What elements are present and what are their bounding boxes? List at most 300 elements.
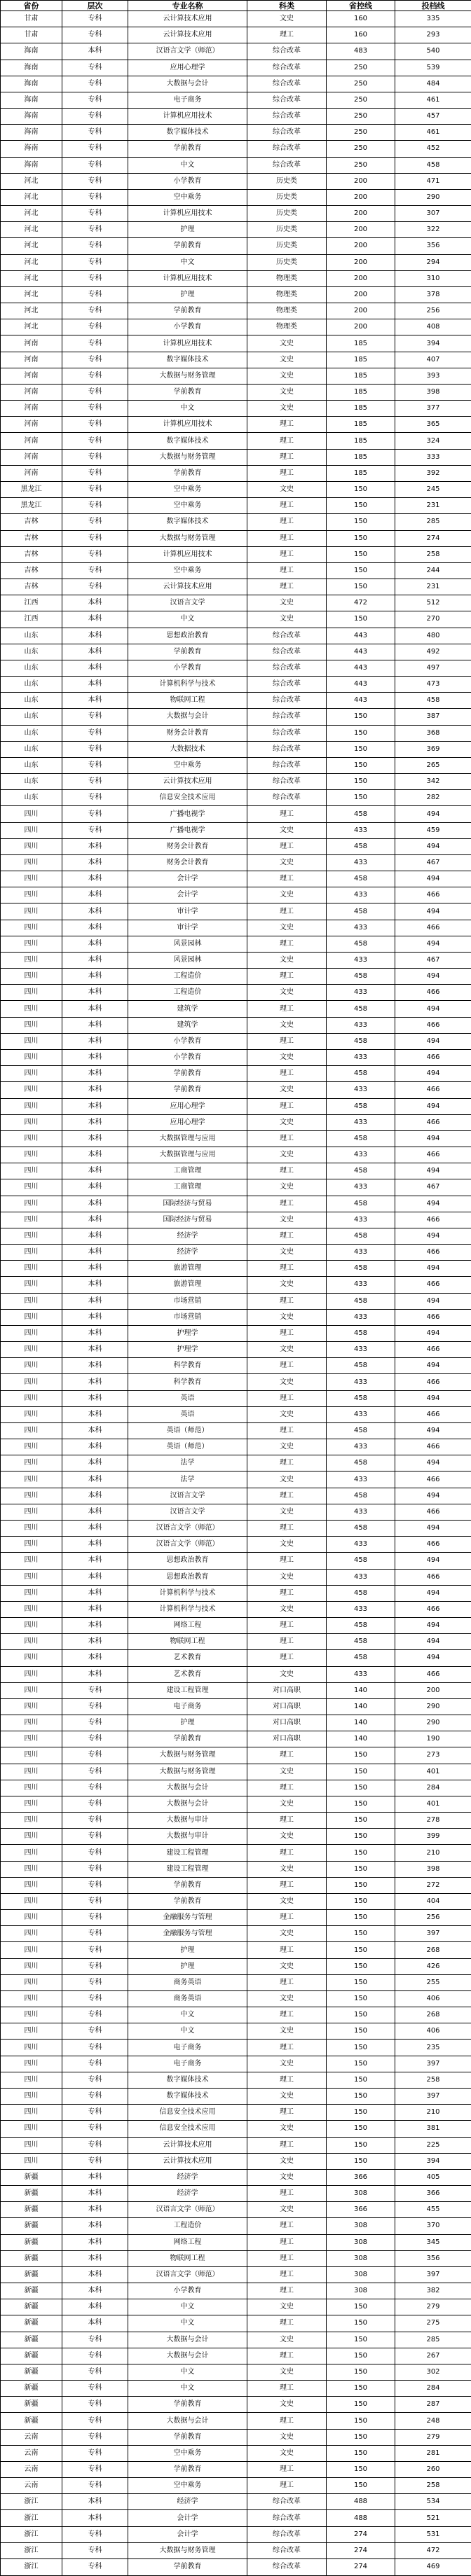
table-row (1, 1358, 471, 1374)
cell-province: 云南 (1, 2461, 62, 2477)
cell-admission-line: 455 (395, 2202, 471, 2218)
cell-province: 新疆 (1, 2250, 62, 2266)
cell-level: 专科 (62, 481, 128, 497)
cell-major: 英语 (128, 1390, 247, 1406)
cell-category: 文史 (247, 1374, 327, 1390)
cell-province: 吉林 (1, 530, 62, 546)
cell-control-line: 150 (327, 2315, 395, 2332)
table-row (1, 270, 471, 286)
cell-control-line: 433 (327, 1537, 395, 1553)
cell-province: 四川 (1, 952, 62, 968)
cell-category: 理工 (247, 433, 327, 449)
cell-level: 本科 (62, 2266, 128, 2283)
table-row (1, 1245, 471, 1261)
cell-admission-line: 494 (395, 1650, 471, 1666)
cell-province: 浙江 (1, 2510, 62, 2526)
table-row (1, 92, 471, 108)
cell-control-line: 150 (327, 741, 395, 757)
cell-major: 市场营销 (128, 1309, 247, 1325)
cell-admission-line: 494 (395, 1358, 471, 1374)
table-row (1, 498, 471, 514)
cell-category: 理工 (247, 417, 327, 433)
table-row (1, 2266, 471, 2283)
cell-major: 英语（师范） (128, 1439, 247, 1455)
cell-category: 综合改革 (247, 2558, 327, 2575)
cell-control-line: 458 (327, 1066, 395, 1082)
cell-category: 文史 (247, 2364, 327, 2380)
cell-level: 专科 (62, 92, 128, 108)
cell-province: 海南 (1, 43, 62, 60)
table-row (1, 693, 471, 709)
cell-admission-line: 279 (395, 2429, 471, 2445)
table-row (1, 757, 471, 773)
cell-category: 文史 (247, 887, 327, 903)
cell-level: 专科 (62, 774, 128, 790)
cell-admission-line: 494 (395, 903, 471, 920)
cell-control-line: 433 (327, 1017, 395, 1033)
table-row (1, 741, 471, 757)
table-row (1, 254, 471, 270)
cell-level: 本科 (62, 854, 128, 871)
cell-admission-line: 293 (395, 27, 471, 43)
table-row (1, 2234, 471, 2250)
cell-admission-line: 231 (395, 579, 471, 595)
cell-admission-line: 494 (395, 1634, 471, 1650)
cell-province: 浙江 (1, 2542, 62, 2558)
cell-control-line: 458 (327, 969, 395, 985)
cell-category: 理工 (247, 498, 327, 514)
cell-level: 专科 (62, 27, 128, 43)
cell-category: 理工 (247, 838, 327, 854)
cell-level: 专科 (62, 319, 128, 335)
cell-province: 四川 (1, 1813, 62, 1829)
cell-control-line: 150 (327, 2040, 395, 2056)
table-row (1, 514, 471, 530)
cell-admission-line: 278 (395, 1813, 471, 1829)
cell-category: 理工 (247, 2072, 327, 2088)
cell-admission-line: 285 (395, 514, 471, 530)
table-row (1, 1601, 471, 1617)
cell-level: 专科 (62, 2105, 128, 2121)
cell-major: 学前教育 (128, 2397, 247, 2413)
cell-level: 本科 (62, 644, 128, 660)
cell-control-line: 433 (327, 1666, 395, 1682)
cell-level: 专科 (62, 1682, 128, 1698)
header-major: 专业名称 (128, 1, 247, 11)
table-row (1, 1471, 471, 1488)
table-row (1, 157, 471, 173)
table-row (1, 2121, 471, 2137)
cell-province: 河南 (1, 368, 62, 384)
cell-major: 科学教育 (128, 1374, 247, 1390)
cell-admission-line: 466 (395, 1471, 471, 1488)
cell-category: 文史 (247, 1277, 327, 1293)
cell-admission-line: 302 (395, 2364, 471, 2380)
table-row (1, 838, 471, 854)
cell-major: 护理 (128, 1958, 247, 1974)
cell-province: 河南 (1, 352, 62, 368)
cell-level: 专科 (62, 368, 128, 384)
cell-admission-line: 267 (395, 2348, 471, 2364)
cell-admission-line: 274 (395, 530, 471, 546)
cell-province: 四川 (1, 1585, 62, 1601)
cell-level: 专科 (62, 1780, 128, 1796)
table-row (1, 417, 471, 433)
cell-control-line: 366 (327, 2202, 395, 2218)
cell-category: 理工 (247, 1585, 327, 1601)
cell-control-line: 150 (327, 1910, 395, 1926)
cell-category: 文史 (247, 1114, 327, 1130)
cell-province: 四川 (1, 1990, 62, 2007)
cell-level: 本科 (62, 1601, 128, 1617)
cell-category: 文史 (247, 2089, 327, 2105)
cell-major: 广播电视学 (128, 806, 247, 822)
cell-control-line: 458 (327, 1228, 395, 1244)
cell-control-line: 488 (327, 2494, 395, 2510)
cell-category: 文史 (247, 1829, 327, 1845)
cell-level: 专科 (62, 1747, 128, 1764)
cell-province: 海南 (1, 141, 62, 157)
cell-category: 文史 (247, 1309, 327, 1325)
cell-admission-line: 381 (395, 2121, 471, 2137)
cell-category: 文史 (247, 2121, 327, 2137)
cell-control-line: 200 (327, 319, 395, 335)
cell-category: 理工 (247, 1228, 327, 1244)
cell-control-line: 433 (327, 1212, 395, 1228)
table-row (1, 1813, 471, 1829)
cell-category: 理工 (247, 1780, 327, 1796)
cell-category: 理工 (247, 2461, 327, 2477)
cell-major: 英语（师范） (128, 1422, 247, 1439)
cell-major: 商务英语 (128, 1990, 247, 2007)
cell-control-line: 433 (327, 1050, 395, 1066)
cell-level: 专科 (62, 238, 128, 254)
cell-control-line: 150 (327, 2299, 395, 2315)
cell-control-line: 150 (327, 481, 395, 497)
cell-major: 云计算技术应用 (128, 774, 247, 790)
cell-control-line: 433 (327, 1374, 395, 1390)
table-row (1, 2250, 471, 2266)
cell-control-line: 458 (327, 1455, 395, 1471)
table-row (1, 2526, 471, 2542)
cell-major: 小学教育 (128, 1050, 247, 1066)
cell-control-line: 458 (327, 1130, 395, 1147)
cell-province: 四川 (1, 2072, 62, 2088)
table-row (1, 2023, 471, 2040)
cell-province: 河北 (1, 206, 62, 222)
cell-category: 理工 (247, 2413, 327, 2429)
cell-major: 大数据与财务管理 (128, 1747, 247, 1764)
table-row (1, 579, 471, 595)
cell-level: 专科 (62, 1910, 128, 1926)
cell-control-line: 140 (327, 1682, 395, 1698)
table-row (1, 1942, 471, 1958)
cell-level: 本科 (62, 936, 128, 952)
cell-category: 文史 (247, 2023, 327, 2040)
cell-category: 理工 (247, 1553, 327, 1569)
table-row (1, 1926, 471, 1942)
cell-control-line: 250 (327, 141, 395, 157)
table-row (1, 822, 471, 838)
table-row (1, 1163, 471, 1179)
table-row (1, 677, 471, 693)
cell-level: 专科 (62, 1715, 128, 1731)
cell-admission-line: 467 (395, 854, 471, 871)
cell-control-line: 150 (327, 790, 395, 806)
cell-control-line: 250 (327, 109, 395, 125)
cell-level: 本科 (62, 1293, 128, 1309)
cell-level: 专科 (62, 1958, 128, 1974)
cell-province: 新疆 (1, 2283, 62, 2299)
cell-category: 理工 (247, 2250, 327, 2266)
cell-category: 历史类 (247, 238, 327, 254)
cell-major: 计算机应用技术 (128, 270, 247, 286)
cell-admission-line: 467 (395, 952, 471, 968)
cell-major: 金融服务与管理 (128, 1926, 247, 1942)
cell-admission-line: 310 (395, 270, 471, 286)
cell-province: 四川 (1, 1179, 62, 1196)
table-row (1, 1861, 471, 1877)
cell-control-line: 140 (327, 1715, 395, 1731)
cell-level: 本科 (62, 2510, 128, 2526)
table-row (1, 1228, 471, 1244)
cell-province: 四川 (1, 985, 62, 1001)
cell-category: 综合改革 (247, 92, 327, 108)
cell-major: 学前教育 (128, 1082, 247, 1098)
cell-major: 大数据与会计 (128, 2413, 247, 2429)
cell-level: 专科 (62, 2007, 128, 2023)
cell-category: 文史 (247, 2202, 327, 2218)
cell-control-line: 185 (327, 401, 395, 417)
cell-admission-line: 472 (395, 2542, 471, 2558)
cell-admission-line: 494 (395, 1261, 471, 1277)
table-row (1, 1682, 471, 1698)
cell-admission-line: 356 (395, 2250, 471, 2266)
cell-level: 专科 (62, 1845, 128, 1861)
cell-admission-line: 466 (395, 920, 471, 936)
cell-level: 专科 (62, 2072, 128, 2088)
cell-control-line: 274 (327, 2542, 395, 2558)
cell-province: 四川 (1, 1228, 62, 1244)
cell-category: 理工 (247, 1001, 327, 1017)
table-row (1, 1488, 471, 1504)
table-row (1, 1731, 471, 1747)
cell-major: 审计学 (128, 903, 247, 920)
cell-level: 本科 (62, 969, 128, 985)
cell-category: 文史 (247, 1601, 327, 1617)
cell-admission-line: 466 (395, 1374, 471, 1390)
cell-major: 学前教育 (128, 384, 247, 400)
cell-province: 四川 (1, 1309, 62, 1325)
table-row (1, 401, 471, 417)
cell-province: 四川 (1, 1796, 62, 1812)
cell-admission-line: 494 (395, 1163, 471, 1179)
cell-major: 工程造价 (128, 2218, 247, 2234)
cell-control-line: 433 (327, 1114, 395, 1130)
cell-level: 专科 (62, 1861, 128, 1877)
cell-province: 新疆 (1, 2218, 62, 2234)
cell-level: 本科 (62, 1130, 128, 1147)
cell-admission-line: 279 (395, 2299, 471, 2315)
cell-level: 本科 (62, 1358, 128, 1374)
cell-category: 历史类 (247, 254, 327, 270)
cell-province: 四川 (1, 1406, 62, 1422)
cell-province: 山东 (1, 741, 62, 757)
cell-major: 国际经济与贸易 (128, 1212, 247, 1228)
cell-province: 河北 (1, 303, 62, 319)
cell-control-line: 150 (327, 1780, 395, 1796)
cell-control-line: 150 (327, 774, 395, 790)
cell-major: 物联网工程 (128, 1634, 247, 1650)
cell-province: 海南 (1, 109, 62, 125)
cell-category: 理工 (247, 1942, 327, 1958)
cell-admission-line: 200 (395, 1682, 471, 1698)
cell-admission-line: 210 (395, 2105, 471, 2121)
cell-province: 四川 (1, 969, 62, 985)
cell-control-line: 458 (327, 1618, 395, 1634)
cell-category: 文史 (247, 1212, 327, 1228)
cell-level: 专科 (62, 1926, 128, 1942)
cell-category: 文史 (247, 1796, 327, 1812)
cell-major: 风景园林 (128, 936, 247, 952)
cell-level: 本科 (62, 2169, 128, 2185)
cell-major: 会计学 (128, 2526, 247, 2542)
cell-level: 本科 (62, 1147, 128, 1163)
cell-level: 专科 (62, 1829, 128, 1845)
table-row (1, 1650, 471, 1666)
table-header-row (1, 1, 471, 11)
cell-level: 本科 (62, 2299, 128, 2315)
cell-admission-line: 393 (395, 368, 471, 384)
table-row (1, 1537, 471, 1553)
cell-admission-line: 398 (395, 1861, 471, 1877)
cell-control-line: 458 (327, 1196, 395, 1212)
cell-major: 学前教育 (128, 2461, 247, 2477)
cell-major: 思想政治教育 (128, 1569, 247, 1585)
cell-control-line: 250 (327, 76, 395, 92)
cell-admission-line: 369 (395, 741, 471, 757)
table-row (1, 109, 471, 125)
cell-control-line: 185 (327, 433, 395, 449)
cell-control-line: 150 (327, 2397, 395, 2413)
cell-province: 四川 (1, 887, 62, 903)
cell-admission-line: 494 (395, 1033, 471, 1049)
cell-province: 吉林 (1, 546, 62, 562)
cell-admission-line: 387 (395, 709, 471, 725)
cell-admission-line: 392 (395, 465, 471, 481)
cell-province: 新疆 (1, 2364, 62, 2380)
cell-admission-line: 397 (395, 2056, 471, 2072)
cell-major: 小学教育 (128, 660, 247, 676)
cell-control-line: 433 (327, 1569, 395, 1585)
cell-control-line: 443 (327, 628, 395, 644)
cell-admission-line: 494 (395, 1293, 471, 1309)
cell-level: 专科 (62, 1893, 128, 1909)
cell-major: 中文 (128, 2299, 247, 2315)
cell-admission-line: 473 (395, 677, 471, 693)
cell-province: 浙江 (1, 2494, 62, 2510)
cell-level: 本科 (62, 43, 128, 60)
cell-admission-line: 494 (395, 1228, 471, 1244)
table-row (1, 1309, 471, 1325)
cell-major: 英语 (128, 1406, 247, 1422)
cell-major: 汉语言文学（师范） (128, 43, 247, 60)
cell-control-line: 150 (327, 2478, 395, 2494)
cell-control-line: 185 (327, 465, 395, 481)
cell-control-line: 150 (327, 530, 395, 546)
cell-level: 专科 (62, 189, 128, 205)
cell-admission-line: 480 (395, 628, 471, 644)
cell-category: 理工 (247, 2007, 327, 2023)
cell-control-line: 140 (327, 1731, 395, 1747)
cell-admission-line: 466 (395, 1504, 471, 1520)
cell-major: 广播电视学 (128, 822, 247, 838)
cell-province: 河南 (1, 401, 62, 417)
cell-level: 本科 (62, 1325, 128, 1341)
cell-admission-line: 245 (395, 481, 471, 497)
cell-admission-line: 258 (395, 2072, 471, 2088)
table-row (1, 530, 471, 546)
cell-admission-line: 466 (395, 1017, 471, 1033)
cell-province: 浙江 (1, 2526, 62, 2542)
cell-level: 专科 (62, 2478, 128, 2494)
cell-level: 本科 (62, 1261, 128, 1277)
cell-control-line: 150 (327, 498, 395, 514)
cell-category: 文史 (247, 2445, 327, 2461)
cell-province: 河南 (1, 335, 62, 352)
cell-admission-line: 356 (395, 238, 471, 254)
cell-province: 四川 (1, 1747, 62, 1764)
cell-province: 四川 (1, 1974, 62, 1990)
cell-control-line: 185 (327, 335, 395, 352)
cell-level: 本科 (62, 693, 128, 709)
table-row (1, 1277, 471, 1293)
cell-admission-line: 471 (395, 173, 471, 189)
cell-control-line: 185 (327, 417, 395, 433)
table-row (1, 903, 471, 920)
cell-province: 四川 (1, 1325, 62, 1341)
cell-level: 专科 (62, 206, 128, 222)
cell-level: 专科 (62, 76, 128, 92)
table-row (1, 2494, 471, 2510)
cell-control-line: 200 (327, 206, 395, 222)
cell-category: 理工 (247, 1488, 327, 1504)
cell-admission-line: 345 (395, 2234, 471, 2250)
table-row (1, 1553, 471, 1569)
table-row (1, 1618, 471, 1634)
cell-level: 专科 (62, 498, 128, 514)
cell-category: 文史 (247, 1861, 327, 1877)
cell-control-line: 150 (327, 709, 395, 725)
cell-major: 中文 (128, 254, 247, 270)
cell-level: 本科 (62, 1179, 128, 1196)
cell-admission-line: 494 (395, 1390, 471, 1406)
cell-control-line: 433 (327, 920, 395, 936)
cell-major: 小学教育 (128, 173, 247, 189)
cell-major: 大数据与会计 (128, 2348, 247, 2364)
cell-major: 护理学 (128, 1325, 247, 1341)
cell-admission-line: 287 (395, 2397, 471, 2413)
cell-admission-line: 494 (395, 1455, 471, 1471)
cell-admission-line: 324 (395, 433, 471, 449)
cell-province: 四川 (1, 1422, 62, 1439)
cell-admission-line: 494 (395, 1001, 471, 1017)
cell-major: 网络工程 (128, 2234, 247, 2250)
table-row (1, 449, 471, 465)
cell-category: 综合改革 (247, 2542, 327, 2558)
cell-admission-line: 290 (395, 1715, 471, 1731)
cell-category: 理工 (247, 2348, 327, 2364)
